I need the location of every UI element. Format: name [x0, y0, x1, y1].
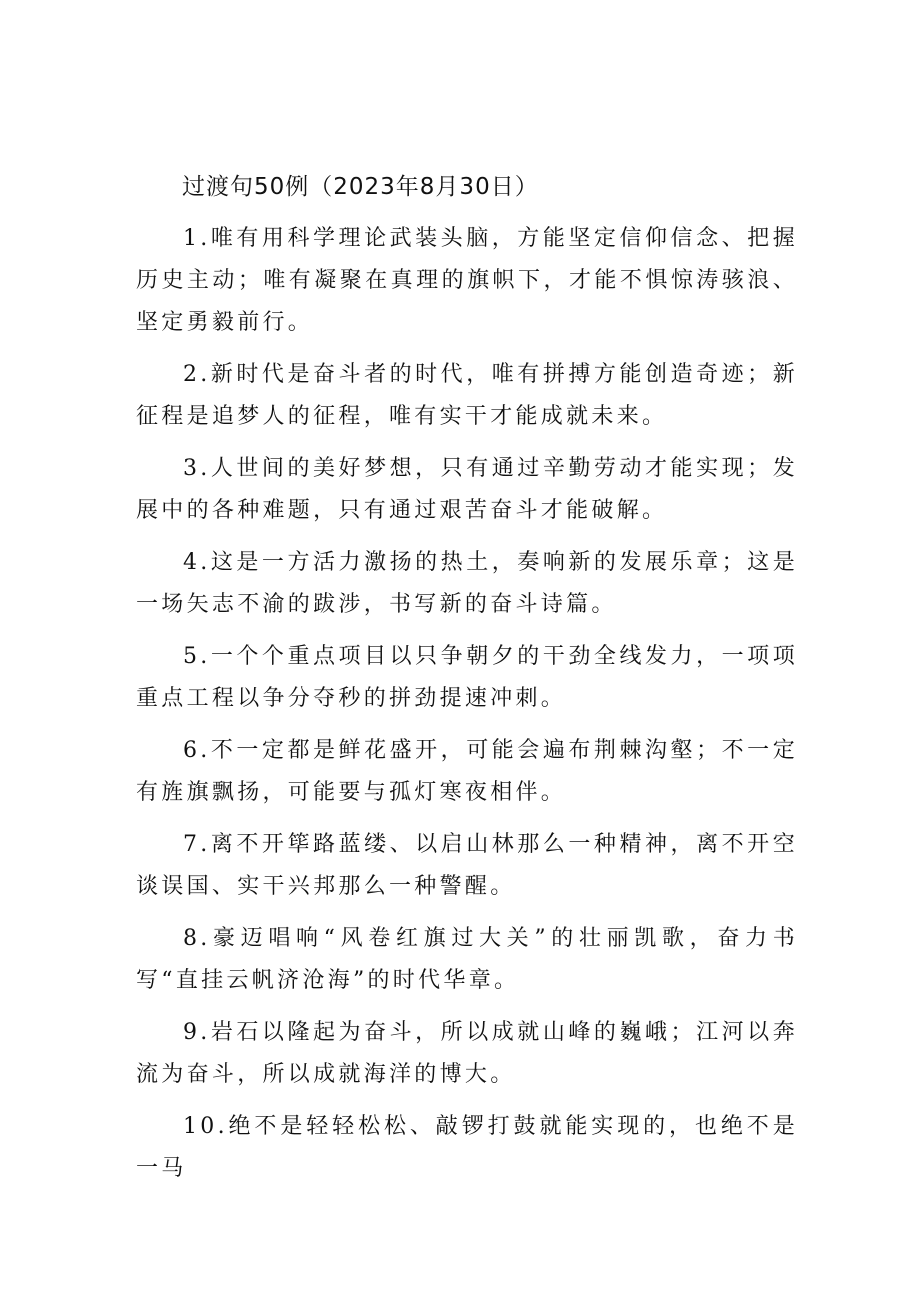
paragraph-3: 3.人世间的美好梦想，只有通过辛勤劳动才能实现；发展中的各种难题，只有通过艰苦奋斗才能破解。 — [136, 456, 798, 523]
paragraph-9: 9.岩石以隆起为奋斗，所以成就山峰的巍峨；江河以奔流为奋斗，所以成就海洋的博大。 — [136, 1020, 798, 1087]
paragraph-4: 4.这是一方活力激扬的热土，奏响新的发展乐章；这是一场矢志不渝的跋涉，书写新的奋斗诗篇。 — [136, 550, 798, 617]
paragraph-5: 5.一个个重点项目以只争朝夕的干劲全线发力，一项项重点工程以争分夺秒的拼劲提速冲刺。 — [136, 644, 798, 711]
paragraph-6: 6.不一定都是鲜花盛开，可能会遍布荆棘沟壑；不一定有旌旗飘扬，可能要与孤灯寒夜相伴。 — [136, 738, 798, 805]
paragraph-7: 7.离不开筚路蓝缕、以启山林那么一种精神，离不开空谈误国、实干兴邦那么一种警醒。 — [136, 832, 798, 899]
document-title: 过渡句50例（2023年8月30日） — [182, 174, 539, 200]
paragraph-2: 2.新时代是奋斗者的时代，唯有拼搏方能创造奇迹；新征程是追梦人的征程，唯有实干才能成就未来。 — [136, 362, 798, 429]
paragraph-8: 8.豪迈唱响“风卷红旗过大关”的壮丽凯歌，奋力书写“直挂云帆济沧海”的时代华章。 — [136, 926, 798, 993]
paragraph-10: 10.绝不是轻轻松松、敲锣打鼓就能实现的，也绝不是一马 — [136, 1114, 798, 1181]
document-body — [136, 218, 798, 1200]
paragraph-1: 1.唯有用科学理论武装头脑，方能坚定信仰信念、把握历史主动；唯有凝聚在真理的旗帜下，才能不惧惊涛骇浪、坚定勇毅前行。 — [136, 226, 798, 335]
